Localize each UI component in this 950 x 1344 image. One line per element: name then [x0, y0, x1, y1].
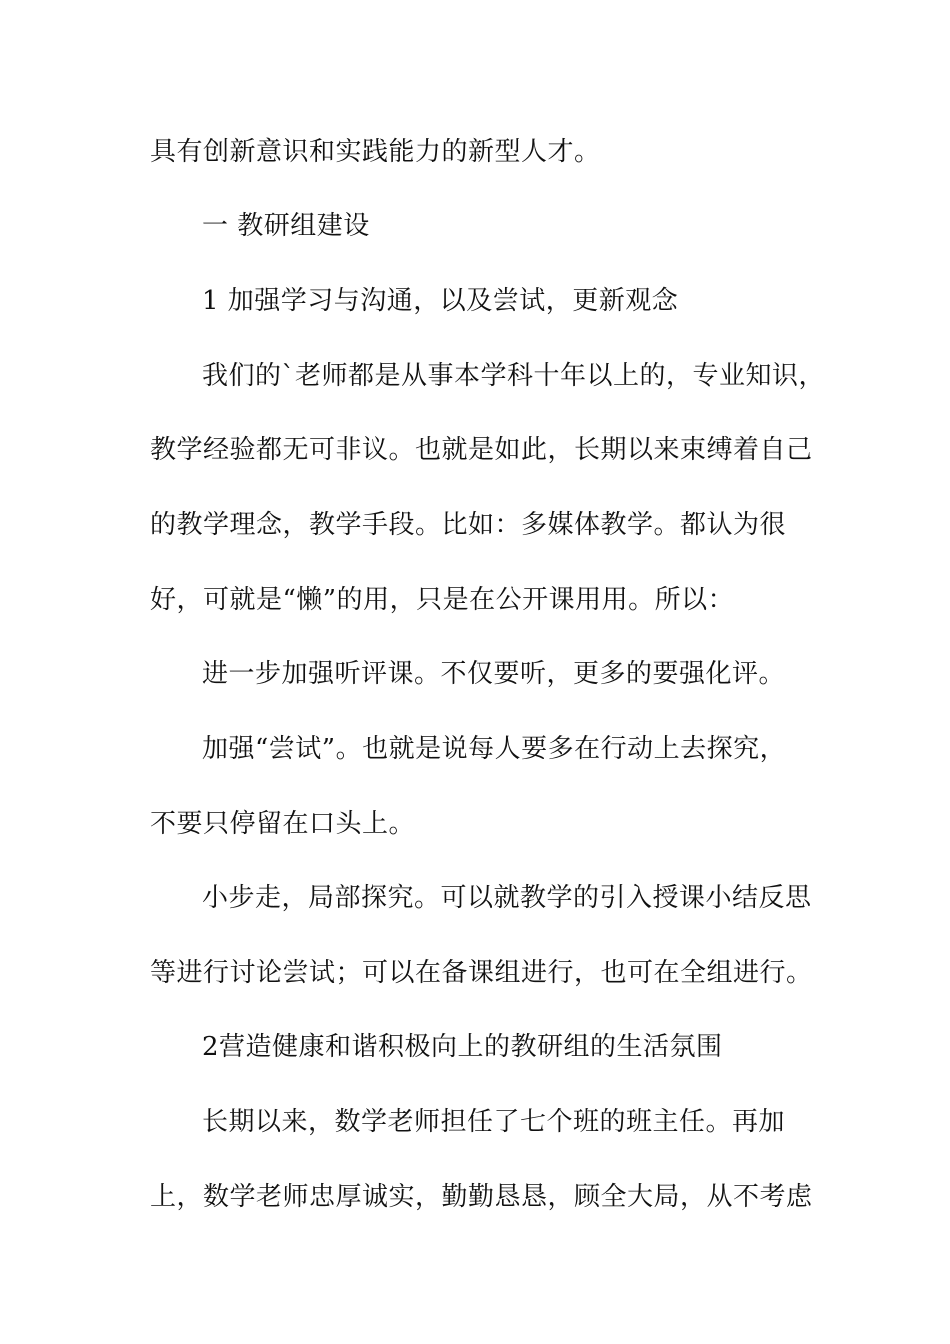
paragraph-line: 我们的`老师都是从事本学科十年以上的，专业知识， [202, 361, 826, 391]
section-heading: 一 教研组建设 [202, 211, 370, 241]
paragraph-line: 教学经验都无可非议。也就是如此，长期以来束缚着自己 [150, 435, 813, 465]
paragraph-line: 加强“尝试”。也就是说每人要多在行动上去探究， [202, 734, 787, 764]
paragraph-line: 具有创新意识和实践能力的新型人才。 [150, 137, 601, 167]
paragraph-line: 进一步加强听评课。不仅要听，更多的要强化评。 [202, 659, 786, 689]
subsection-heading: 2营造健康和谐积极向上的教研组的生活氛围 [202, 1032, 723, 1062]
paragraph-line: 小步走，局部探究。可以就教学的引入授课小结反思 [202, 883, 812, 913]
paragraph-line: 上，数学老师忠厚诚实，勤勤恳恳，顾全大局，从不考虑 [150, 1182, 813, 1212]
paragraph-line: 长期以来，数学老师担任了七个班的班主任。再加 [202, 1107, 786, 1137]
paragraph-line: 的教学理念，教学手段。比如：多媒体教学。都认为很 [150, 510, 787, 540]
paragraph-line: 等进行讨论尝试；可以在备课组进行，也可在全组进行。 [150, 958, 813, 988]
paragraph-line: 好，可就是“懒”的用，只是在公开课用用。所以： [150, 585, 735, 615]
paragraph-line: 不要只停留在口头上。 [150, 809, 416, 839]
subsection-heading: 1 加强学习与沟通，以及尝试，更新观念 [202, 286, 679, 316]
